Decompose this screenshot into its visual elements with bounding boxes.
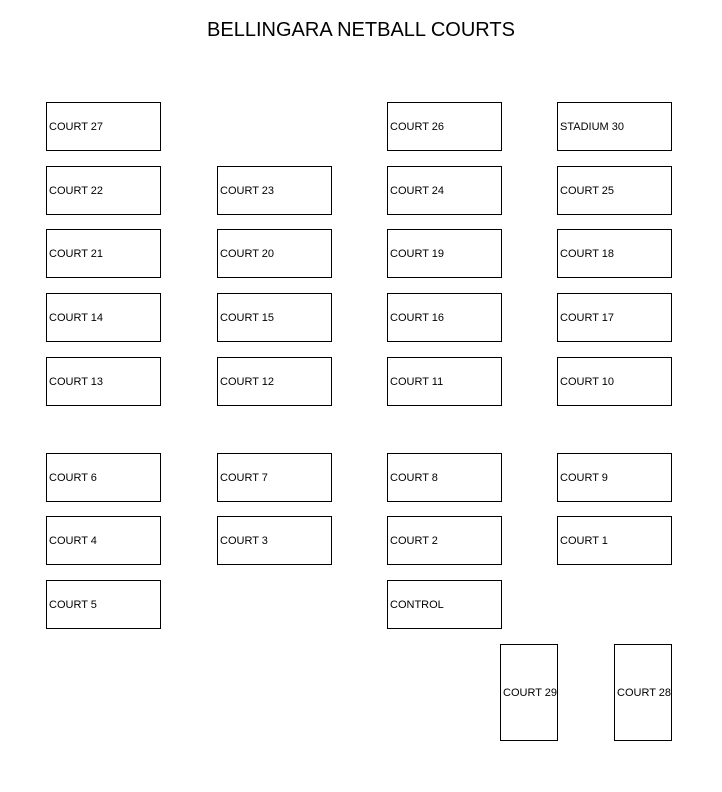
court-9: COURT 9 — [557, 453, 672, 502]
court-1: COURT 1 — [557, 516, 672, 565]
court-27: COURT 27 — [46, 102, 161, 151]
court-26: COURT 26 — [387, 102, 502, 151]
court-29: COURT 29 — [500, 644, 558, 741]
court-3: COURT 3 — [217, 516, 332, 565]
court-20: COURT 20 — [217, 229, 332, 278]
control: CONTROL — [387, 580, 502, 629]
court-21: COURT 21 — [46, 229, 161, 278]
court-12: COURT 12 — [217, 357, 332, 406]
court-11: COURT 11 — [387, 357, 502, 406]
court-25: COURT 25 — [557, 166, 672, 215]
court-22: COURT 22 — [46, 166, 161, 215]
stadium-30: STADIUM 30 — [557, 102, 672, 151]
court-5: COURT 5 — [46, 580, 161, 629]
court-7: COURT 7 — [217, 453, 332, 502]
court-24: COURT 24 — [387, 166, 502, 215]
court-10: COURT 10 — [557, 357, 672, 406]
court-8: COURT 8 — [387, 453, 502, 502]
court-17: COURT 17 — [557, 293, 672, 342]
court-13: COURT 13 — [46, 357, 161, 406]
court-23: COURT 23 — [217, 166, 332, 215]
court-14: COURT 14 — [46, 293, 161, 342]
court-15: COURT 15 — [217, 293, 332, 342]
court-16: COURT 16 — [387, 293, 502, 342]
page-title: BELLINGARA NETBALL COURTS — [207, 19, 515, 41]
court-4: COURT 4 — [46, 516, 161, 565]
court-18: COURT 18 — [557, 229, 672, 278]
court-19: COURT 19 — [387, 229, 502, 278]
court-28: COURT 28 — [614, 644, 672, 741]
court-6: COURT 6 — [46, 453, 161, 502]
court-2: COURT 2 — [387, 516, 502, 565]
